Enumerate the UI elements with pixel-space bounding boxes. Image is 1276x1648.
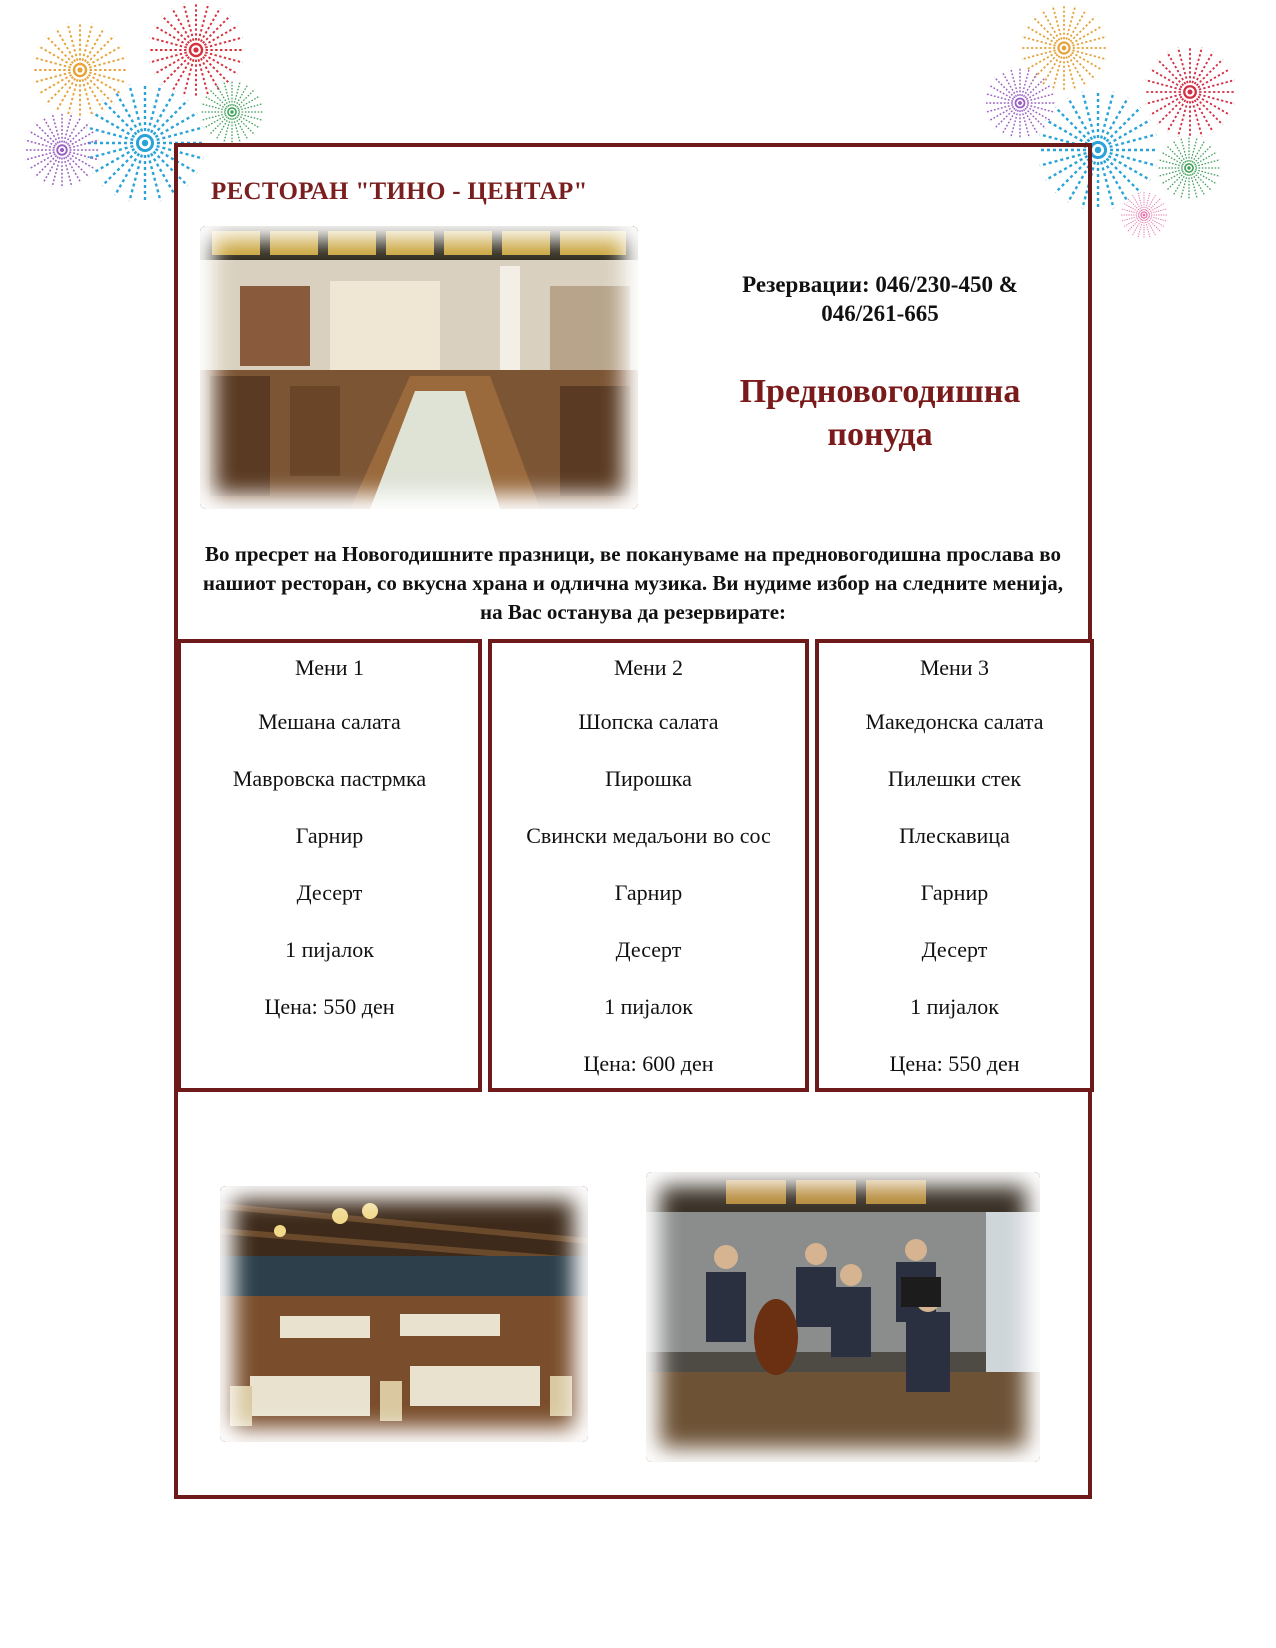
- menu-title: Мени 2: [613, 655, 684, 680]
- menu-item: Десерт: [921, 937, 988, 962]
- menu-card-2: [488, 639, 809, 1092]
- menu-item: Пилешки стек: [887, 766, 1022, 791]
- menu-item: 1 пијалок: [604, 994, 693, 1019]
- restaurant-interior-photo: [200, 226, 638, 509]
- reservations-phone: Резервации: 046/230-450 & 046/261-665: [742, 272, 1018, 326]
- menu-title: Мени 1: [294, 655, 365, 680]
- menu-item: Македонска салата: [865, 709, 1044, 734]
- band-musicians-photo: [646, 1172, 1040, 1462]
- menu-item: 1 пијалок: [285, 937, 374, 962]
- restaurant-title: РЕСТОРАН "ТИНО - ЦЕНТАР": [211, 178, 588, 205]
- menu-item: Пирошка: [605, 766, 692, 791]
- menu-item: 1 пијалок: [910, 994, 999, 1019]
- menu-item: Гарнир: [614, 880, 683, 905]
- menu-item: Плескавица: [899, 823, 1010, 848]
- menu-card-1: [177, 639, 482, 1092]
- menu-item: Гарнир: [920, 880, 989, 905]
- menu-price: Цена: 600 ден: [583, 1051, 714, 1076]
- menu-item: Десерт: [615, 937, 682, 962]
- restaurant-hall-photo: [220, 1186, 588, 1442]
- menu-item: Шопска салата: [578, 709, 719, 734]
- menu-price: Цена: 550 ден: [264, 994, 395, 1019]
- menu-card-3: [815, 639, 1094, 1092]
- menu-item: Мешана салата: [258, 709, 401, 734]
- menu-price: Цена: 550 ден: [889, 1051, 1020, 1076]
- offer-heading: Предновогодишна понуда: [739, 373, 1021, 453]
- menu-item: Мавровска пастрмка: [232, 766, 427, 791]
- menu-item: Десерт: [296, 880, 363, 905]
- intro-text: Во пресрет на Новогодишните празници, ве покануваме на предновогодишна прослава во нашиот ресторан, со вкусна храна и одлична музика. Ви нудиме избор на следните менија, на Вас останува да резервирате:: [202, 542, 1064, 624]
- menu-title: Мени 3: [919, 655, 990, 680]
- menu-item: Свински медаљони во сос: [526, 823, 771, 848]
- menu-item: Гарнир: [295, 823, 364, 848]
